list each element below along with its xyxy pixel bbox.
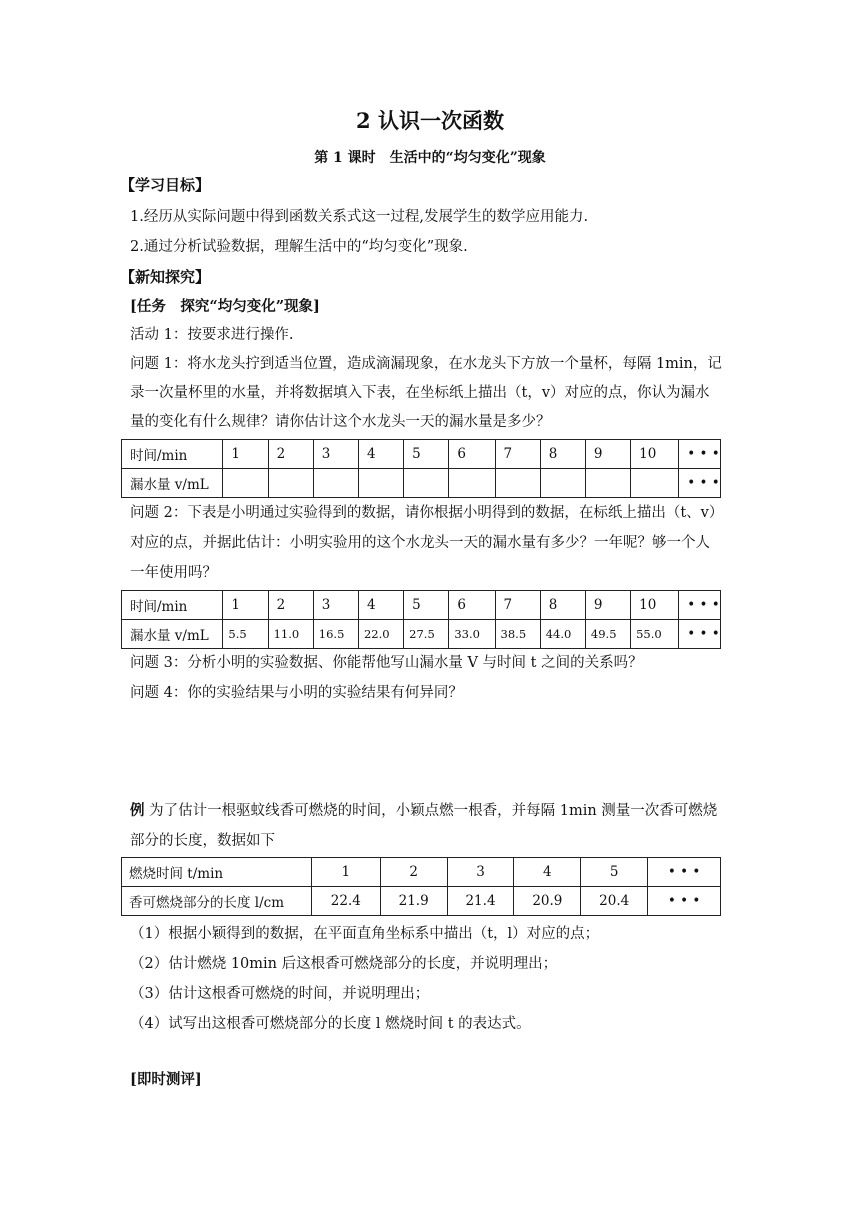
table-cell: 20.9	[514, 887, 581, 916]
table-cell: • • •	[648, 887, 721, 916]
question-2-line: 对应的点，并据此估计：小明实验用的这个水龙头一天的漏水量有多少？一年呢？够一个人	[130, 535, 710, 551]
table-cell: 1	[223, 591, 268, 620]
table-cell: 9	[585, 591, 630, 620]
table-cell	[313, 469, 358, 498]
example-item: （1）根据小颖得到的数据，在平面直角坐标系中描出（t，l）对应的点；	[130, 926, 600, 942]
table-cell: 6	[449, 440, 495, 469]
table-cell: 漏水量 v/mL	[122, 469, 223, 498]
table-cell	[585, 469, 630, 498]
table-row	[122, 440, 721, 469]
table-cell: 21.9	[380, 887, 447, 916]
table-cell: 5	[404, 440, 449, 469]
activity-1: 活动 1：按要求进行操作.	[130, 327, 294, 343]
leak-table-blank	[121, 439, 721, 498]
table-cell	[223, 469, 268, 498]
table-cell	[631, 469, 679, 498]
table-cell: 49.5	[585, 620, 630, 649]
table-row	[122, 469, 721, 498]
table-cell: 20.4	[581, 887, 648, 916]
question-2-line: 一年使用吗？	[130, 565, 217, 581]
table-cell: • • •	[648, 858, 721, 887]
table-row	[122, 620, 721, 649]
table-row	[122, 887, 721, 916]
table-cell: • • •	[679, 620, 721, 649]
table-cell: 1	[223, 440, 268, 469]
table-row	[122, 858, 721, 887]
goal-2: 2.通过分析试验数据，理解生活中的“均匀变化”现象.	[130, 239, 468, 255]
example-item: （2）估计燃烧 10min 后这根香可燃烧部分的长度，并说明理出；	[130, 956, 558, 972]
table-cell	[540, 469, 585, 498]
table-cell: 4	[358, 591, 403, 620]
table-cell: 16.5	[313, 620, 358, 649]
table-cell: 55.0	[631, 620, 679, 649]
task-heading: [任务 探究“均匀变化”现象]	[130, 298, 320, 315]
table-cell: 11.0	[268, 620, 313, 649]
example-item: （4）试写出这根香可燃烧部分的长度 l 燃烧时间 t 的表达式。	[130, 1016, 531, 1032]
table-cell: 8	[540, 440, 585, 469]
example-label: 例	[130, 802, 145, 819]
question-1-line: 量的变化有什么规律？请你估计这个水龙头一天的漏水量是多少？	[130, 414, 551, 430]
table-cell: 7	[495, 440, 540, 469]
heading-learning-goals: 【学习目标】	[120, 176, 211, 194]
page-title: 2 认识一次函数	[356, 108, 504, 133]
table-cell: 2	[380, 858, 447, 887]
table-cell: 时间/min	[122, 440, 223, 469]
question-3: 问题 3：分析小明的实验数据、你能帮他写山漏水量 V 与时间 t 之间的关系吗？	[130, 655, 643, 671]
table-cell: 9	[585, 440, 630, 469]
table-cell: • • •	[679, 440, 721, 469]
question-4: 问题 4：你的实验结果与小明的实验结果有何异同？	[130, 685, 463, 701]
leak-table-xiaoming	[121, 590, 721, 649]
table-cell: 时间/min	[122, 591, 223, 620]
table-cell: 4	[358, 440, 403, 469]
example-line-1	[130, 802, 717, 820]
table-cell: 10	[631, 591, 679, 620]
table-cell: 33.0	[449, 620, 495, 649]
table-cell	[449, 469, 495, 498]
table-cell: 21.4	[447, 887, 514, 916]
example-text: 为了估计一根驱蚊线香可燃烧的时间，小颖点燃一根香，并每隔 1min 测量一次香可燃烧	[149, 803, 718, 819]
table-cell: 38.5	[495, 620, 540, 649]
table-cell: 3	[447, 858, 514, 887]
question-1-line: 问题 1：将水龙头拧到适当位置，造成滴漏现象，在水龙头下方放一个量杯，每隔 1min，记	[130, 356, 722, 372]
table-cell: 2	[268, 591, 313, 620]
question-2-line: 问题 2：下表是小明通过实验得到的数据，请你根据小明得到的数据，在标纸上描出（t、v）	[130, 505, 724, 521]
table-cell: 3	[313, 591, 358, 620]
table-cell: 4	[514, 858, 581, 887]
table-cell: 2	[268, 440, 313, 469]
goal-1: 1.经历从实际问题中得到函数关系式这一过程,发展学生的数学应用能力.	[130, 209, 589, 225]
table-cell: 22.4	[311, 887, 380, 916]
table-cell	[358, 469, 403, 498]
table-cell: 27.5	[404, 620, 449, 649]
table-cell: • • •	[679, 591, 721, 620]
example-item: （3）估计这根香可燃烧的时间，并说明理出；	[130, 986, 430, 1002]
table-cell: 燃烧时间 t/min	[122, 858, 312, 887]
table-cell: 5.5	[223, 620, 268, 649]
table-cell: 漏水量 v/mL	[122, 620, 223, 649]
table-cell	[404, 469, 449, 498]
question-1-line: 录一次量杯里的水量，并将数据填入下表，在坐标纸上描出（t，v）对应的点，你认为漏水	[130, 385, 710, 401]
table-cell: 5	[581, 858, 648, 887]
example-line-2: 部分的长度，数据如下	[130, 833, 275, 849]
heading-new-knowledge: 【新知探究】	[120, 268, 211, 286]
table-cell: • • •	[679, 469, 721, 498]
table-cell: 6	[449, 591, 495, 620]
lesson-subtitle: 第 1 课时 生活中的“均匀变化”现象	[314, 150, 546, 166]
table-cell: 香可燃烧部分的长度 l/cm	[122, 887, 312, 916]
table-cell: 22.0	[358, 620, 403, 649]
table-cell: 7	[495, 591, 540, 620]
heading-instant-test: [即时测评]	[130, 1071, 202, 1088]
table-cell: 3	[313, 440, 358, 469]
table-cell	[495, 469, 540, 498]
table-cell	[268, 469, 313, 498]
table-row	[122, 591, 721, 620]
incense-table	[121, 857, 721, 916]
table-cell: 44.0	[540, 620, 585, 649]
table-cell: 10	[631, 440, 679, 469]
table-cell: 1	[311, 858, 380, 887]
table-cell: 5	[404, 591, 449, 620]
table-cell: 8	[540, 591, 585, 620]
